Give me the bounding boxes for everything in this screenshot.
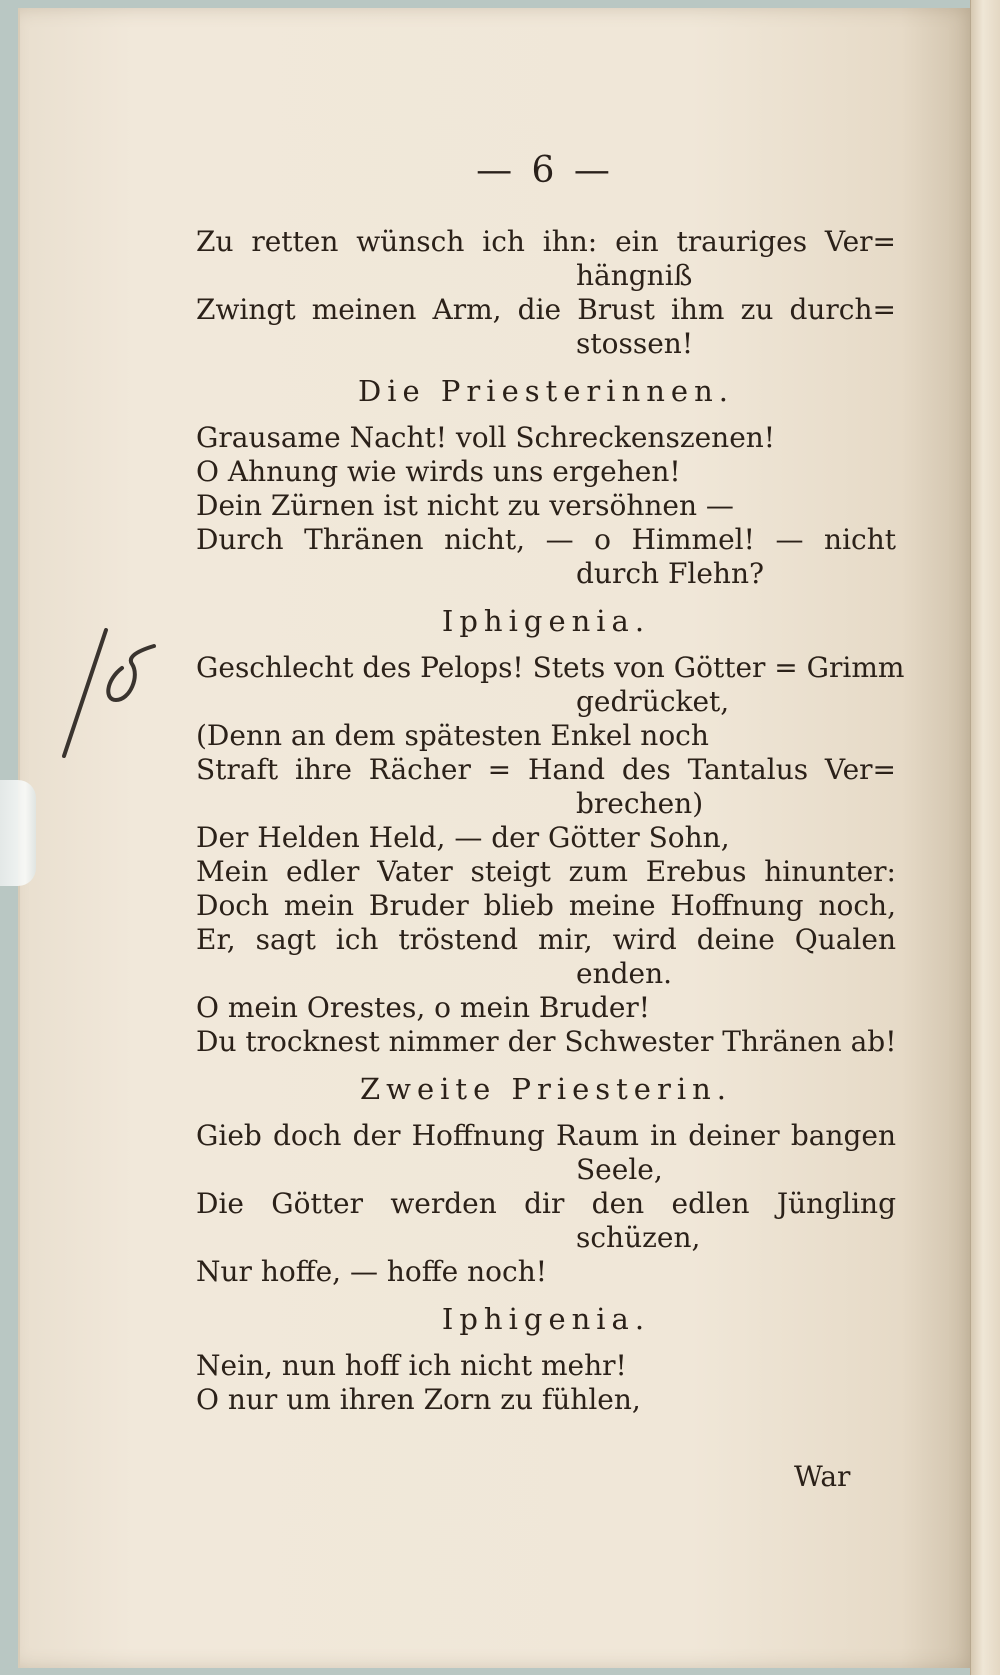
verse-line: Er, sagt ich tröstend mir, wird deine Qualen <box>196 923 896 956</box>
verse-line: Doch mein Bruder blieb meine Hoffnung noch, <box>196 889 896 922</box>
verse-line-continuation: brechen) <box>576 787 704 820</box>
verse-line: (Denn an dem spätesten Enkel noch <box>196 719 709 752</box>
verse-line: Geschlecht des Pelops! Stets von Götter = Grimm <box>196 651 905 684</box>
verse-line: Mein edler Vater steigt zum Erebus hinunter: <box>196 855 896 888</box>
speaker-heading: Zweite Priesterin. <box>360 1072 732 1106</box>
verse-line: O Ahnung wie wirds uns ergehen! <box>196 455 681 488</box>
verse-line-continuation: durch Flehn? <box>576 557 764 590</box>
book-spine <box>970 0 1000 1675</box>
verse-line-continuation: stossen! <box>576 327 694 360</box>
verse-line: Nur hoffe, — hoffe noch! <box>196 1255 547 1288</box>
verse-line: Dein Zürnen ist nicht zu versöhnen — <box>196 489 734 522</box>
verse-line: O nur um ihren Zorn zu fühlen, <box>196 1383 641 1416</box>
verse-line-continuation: enden. <box>576 957 673 990</box>
verse-line-continuation: hängniß <box>576 259 693 292</box>
verse-line: Du trocknest nimmer der Schwester Thränen ab! <box>196 1025 897 1058</box>
verse-line: Zu retten wünsch ich ihn: ein trauriges Ver= <box>196 225 896 258</box>
verse-line: Gieb doch der Hoffnung Raum in deiner bangen <box>196 1119 896 1152</box>
page-clip <box>0 780 36 886</box>
speaker-heading: Die Priesterinnen. <box>358 374 734 408</box>
verse-line: Nein, nun hoff ich nicht mehr! <box>196 1349 627 1382</box>
margin-pencil-note <box>58 628 178 758</box>
verse-line-continuation: Seele, <box>576 1153 663 1186</box>
verse-line: O mein Orestes, o mein Bruder! <box>196 991 651 1024</box>
verse-line: Die Götter werden dir den edlen Jüngling <box>196 1187 896 1220</box>
speaker-heading: Iphigenia. <box>441 604 651 638</box>
verse-line: Durch Thränen nicht, — o Himmel! — nicht <box>196 523 896 556</box>
verse-line: Straft ihre Rächer = Hand des Tantalus Ver= <box>196 753 896 786</box>
verse-line: Grausame Nacht! voll Schreckenszenen! <box>196 421 776 454</box>
speaker-heading: Iphigenia. <box>441 1302 651 1336</box>
verse-line-continuation: schüzen, <box>576 1221 701 1254</box>
verse-line: Zwingt meinen Arm, die Brust ihm zu durch= <box>196 293 896 326</box>
poem-text <box>196 225 905 1417</box>
catchword: War <box>794 1460 851 1493</box>
page-number: — 6 — <box>476 150 614 191</box>
verse-line-continuation: gedrücket, <box>576 685 730 718</box>
verse-line: Der Helden Held, — der Götter Sohn, <box>196 821 730 854</box>
